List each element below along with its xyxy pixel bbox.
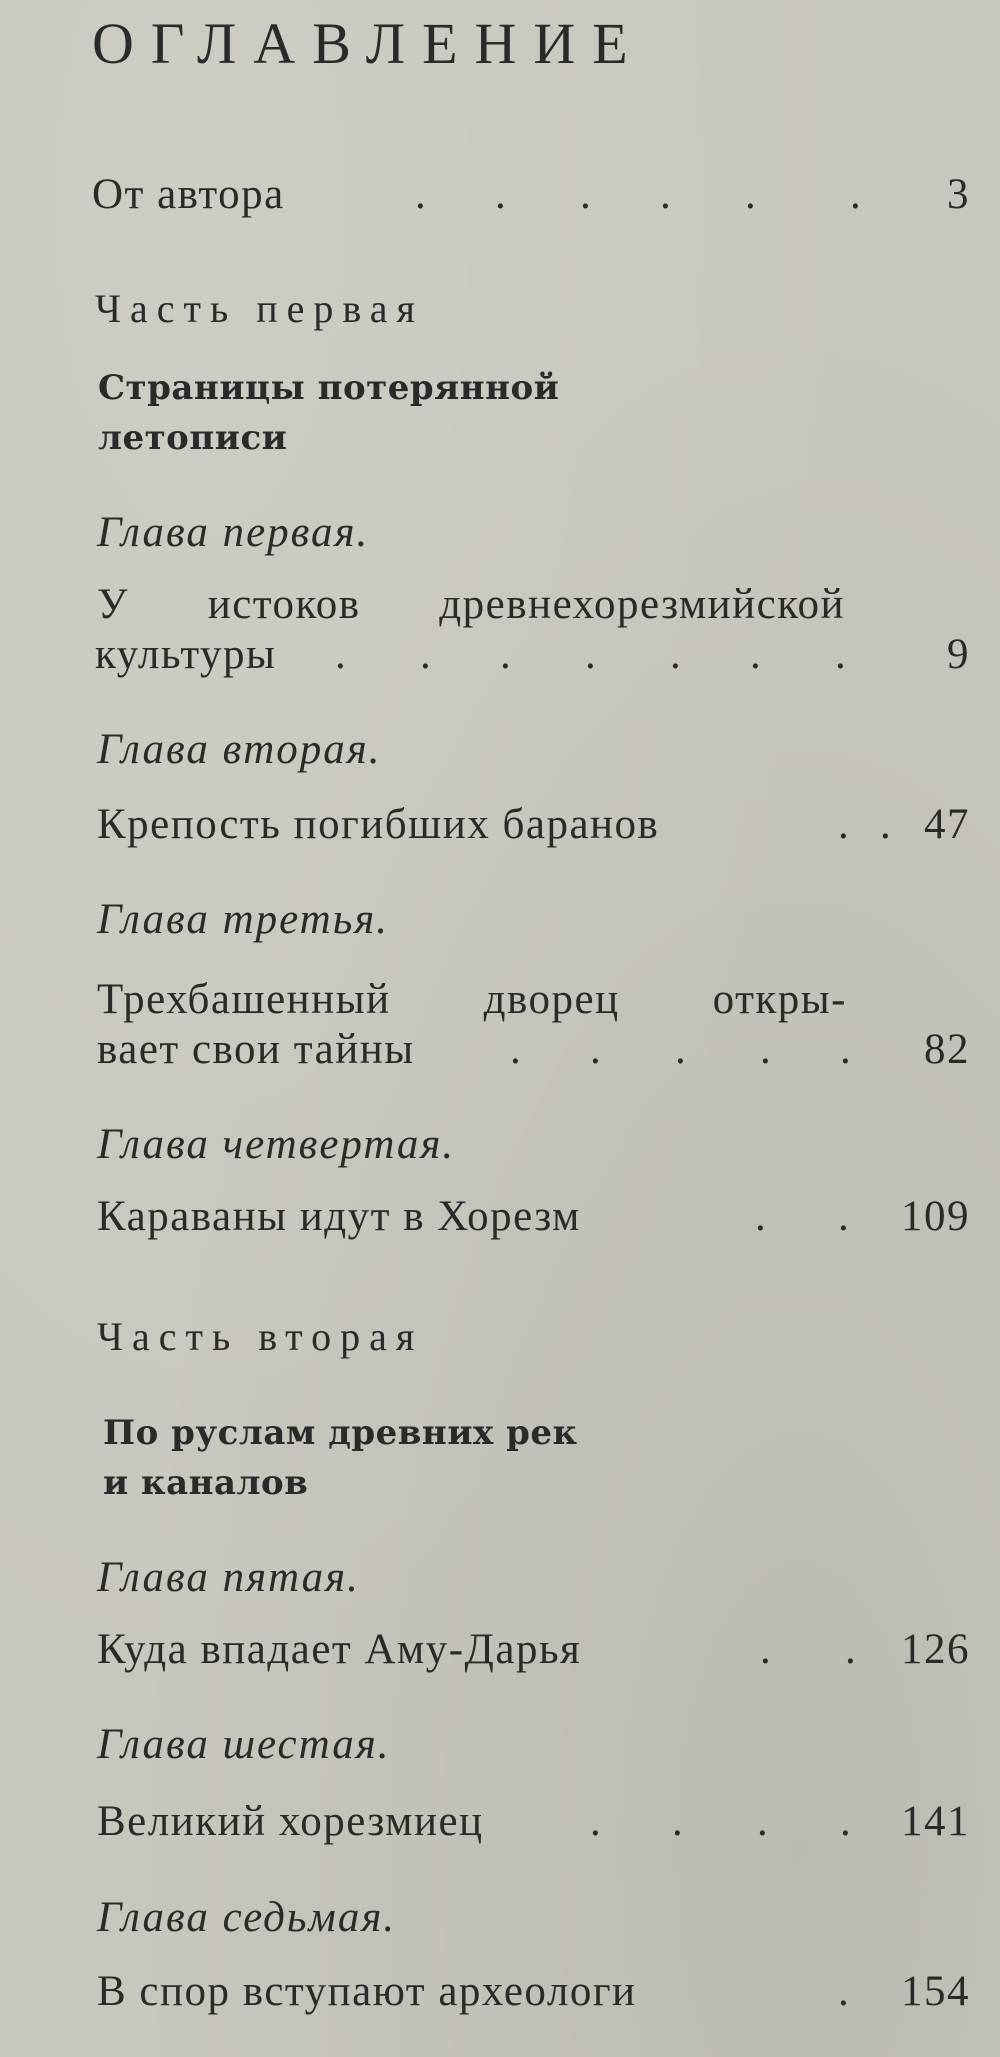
part-title: По руслам древних рек: [103, 1413, 578, 1453]
part-title: и каналов: [103, 1463, 309, 1503]
part-label: Часть вторая: [97, 1314, 424, 1359]
chapter-title: вает свои тайны: [97, 1026, 415, 1073]
part-title: летописи: [98, 418, 288, 458]
chapter-title: Караваны идут в Хорезм: [97, 1193, 581, 1240]
chapter-label: Глава четвертая.: [97, 1121, 456, 1168]
part-title: Страницы потерянной: [98, 368, 560, 408]
chapter-label: Глава третья.: [97, 896, 389, 943]
page-number: 154: [901, 1968, 970, 2015]
chapter-label: Глава первая.: [97, 509, 370, 556]
page-number: 9: [947, 631, 970, 678]
chapter-title: Трехбашенный дворец откры-: [97, 976, 847, 1023]
page-number: 126: [901, 1626, 970, 1673]
chapter-title: культуры: [95, 631, 277, 678]
page-number: 109: [901, 1193, 970, 1240]
part-label: Часть первая: [95, 286, 424, 331]
page-number: 141: [901, 1798, 970, 1845]
toc-entry-author: От автора: [92, 171, 285, 218]
chapter-label: Глава шестая.: [97, 1721, 391, 1768]
chapter-title: Крепость погибших баранов: [97, 801, 660, 848]
page-number: 47: [924, 801, 970, 848]
chapter-label: Глава вторая.: [97, 726, 382, 773]
page-number: 3: [947, 171, 970, 218]
chapter-title: Куда впадает Аму-Дарья: [97, 1626, 582, 1673]
page-title: ОГЛАВЛЕНИЕ: [92, 11, 645, 76]
chapter-title: В спор вступают археологи: [97, 1968, 637, 2015]
table-of-contents-page: ОГЛАВЛЕНИЕ От автора . . . . . . 3 Часть первая Страницы потерянной летописи Глава первая. У истоков древнехорезмийской культуры . . . . . . . 9 Глава вторая. Крепость погибших баранов . . 47 Глава третья. Трехбашенный дворец откры- вает свои тайны . . . . . 82 Глава четвертая. Караваны идут в Хорезм . . 109 Часть вторая По руслам древних рек и каналов Глава пятая. Куда впадает Аму-Дарья . . 126 Глава шестая. Великий хорезмиец . . . . 141 Глава седьмая. В спор вступают археологи . 154: [92, 11, 970, 2015]
chapter-title: У истоков древнехорезмийской: [97, 581, 845, 628]
page-number: 82: [924, 1026, 970, 1073]
chapter-label: Глава седьмая.: [97, 1894, 397, 1941]
chapter-label: Глава пятая.: [97, 1554, 360, 1601]
chapter-title: Великий хорезмиец: [97, 1798, 484, 1845]
